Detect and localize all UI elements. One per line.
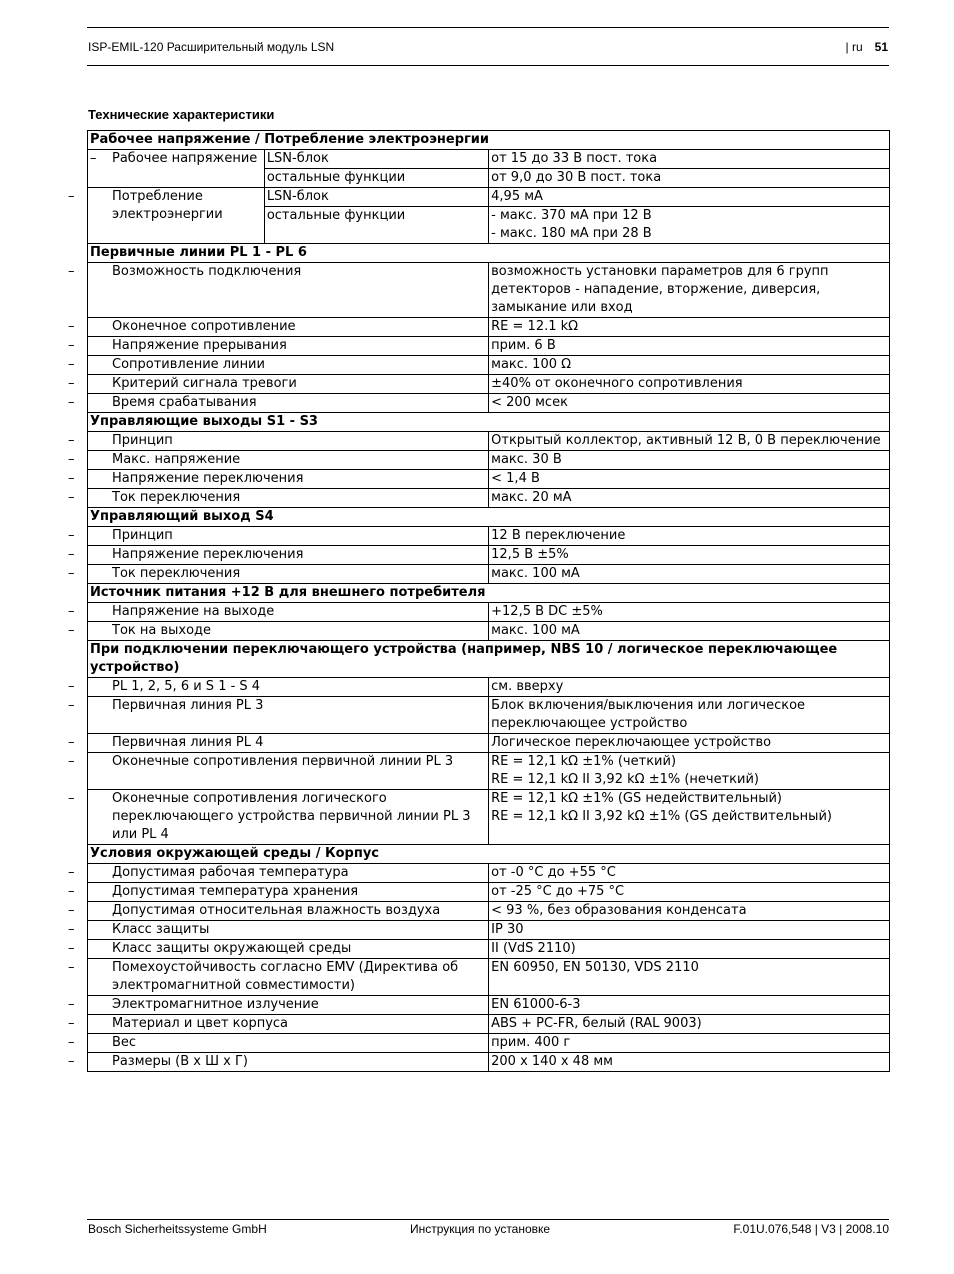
header-language: | ru xyxy=(845,40,863,54)
footer-reference: F.01U.076,548 | V3 | 2008.10 xyxy=(733,1222,889,1236)
row-value: от 9,0 до 30 В пост. тока xyxy=(489,169,890,188)
table-row xyxy=(88,188,890,207)
row-label-text: Электромагнитное излучение xyxy=(112,997,319,1012)
table-row xyxy=(88,734,890,753)
row-label: – Допустимая рабочая температура xyxy=(88,864,489,883)
table-row xyxy=(88,940,890,959)
group-heading: При подключении переключающего устройства (например, NBS 10 / логическое переключающее устройство) xyxy=(88,641,890,678)
row-label-text: Допустимая рабочая температура xyxy=(112,865,349,880)
header-title: ISP-EMIL-120 Расширительный модуль LSN xyxy=(88,40,335,54)
row-label-text: Принцип xyxy=(112,528,173,543)
row-value: макс. 100 мА xyxy=(489,565,890,584)
row-value: макс. 20 мА xyxy=(489,489,890,508)
row-value: ABS + PC-FR, белый (RAL 9003) xyxy=(489,1015,890,1034)
row-value: - макс. 370 мА при 12 В - макс. 180 мА при 28 В xyxy=(489,207,890,244)
row-label: – Вес xyxy=(88,1034,489,1053)
row-label: – Время срабатывания xyxy=(88,394,489,413)
group-heading: Рабочее напряжение / Потребление электроэнергии xyxy=(88,131,890,150)
group-heading-row xyxy=(88,845,890,864)
row-value: RE = 12,1 kΩ ±1% (четкий) RE = 12,1 kΩ II 3,92 kΩ ±1% (нечеткий) xyxy=(489,753,890,790)
row-label: – Ток на выходе xyxy=(88,622,489,641)
table-row xyxy=(88,959,890,996)
row-label: – Материал и цвет корпуса xyxy=(88,1015,489,1034)
table-row xyxy=(88,753,890,790)
row-value: 4,95 мА xyxy=(489,188,890,207)
row-value: 12,5 В ±5% xyxy=(489,546,890,565)
row-label-text: Напряжение на выходе xyxy=(112,604,275,619)
table-row xyxy=(88,432,890,451)
row-label-text: Материал и цвет корпуса xyxy=(112,1016,289,1031)
row-value: RE = 12.1 kΩ xyxy=(489,318,890,337)
row-label-text: Класс защиты xyxy=(112,922,210,937)
row-label-text: Помехоустойчивость согласно EMV (Директива об электромагнитной совместимости) xyxy=(112,960,459,993)
row-sublabel: LSN-блок xyxy=(264,188,488,207)
spec-table xyxy=(68,130,890,1072)
row-label-text: Допустимая температура хранения xyxy=(112,884,359,899)
row-label: – Сопротивление линии xyxy=(88,356,489,375)
row-value: II (VdS 2110) xyxy=(489,940,890,959)
row-label-text: PL 1, 2, 5, 6 и S 1 - S 4 xyxy=(112,679,261,694)
row-label: – Потребление электроэнергии xyxy=(88,188,265,244)
table-row xyxy=(88,546,890,565)
row-value: RE = 12,1 kΩ ±1% (GS недействительный) RE = 12,1 kΩ II 3,92 kΩ ±1% (GS действительный) xyxy=(489,790,890,845)
row-label-text: Критерий сигнала тревоги xyxy=(112,376,297,391)
table-row xyxy=(88,1015,890,1034)
row-label: – Размеры (В х Ш х Г) xyxy=(88,1053,489,1072)
group-heading: Первичные линии PL 1 - PL 6 xyxy=(88,244,890,263)
row-label-text: Оконечные сопротивления логического переключающего устройства первичной линии PL 3 или PL 4 xyxy=(112,791,471,842)
row-value: +12,5 В DC ±5% xyxy=(489,603,890,622)
row-label: – Напряжение на выходе xyxy=(88,603,489,622)
row-label-text: Ток переключения xyxy=(112,490,241,505)
row-value: прим. 400 г xyxy=(489,1034,890,1053)
table-row xyxy=(88,697,890,734)
row-sublabel: остальные функции xyxy=(264,207,488,244)
row-label: – Принцип xyxy=(88,432,489,451)
row-label-text: Оконечное сопротивление xyxy=(112,319,296,334)
row-value: ±40% от оконечного сопротивления xyxy=(489,375,890,394)
row-value: Логическое переключающее устройство xyxy=(489,734,890,753)
row-value: прим. 6 В xyxy=(489,337,890,356)
header-bottom-rule xyxy=(87,65,889,66)
row-value: макс. 100 Ω xyxy=(489,356,890,375)
table-row xyxy=(88,394,890,413)
row-label-text: Напряжение переключения xyxy=(112,471,304,486)
table-row xyxy=(88,263,890,318)
row-value: возможность установки параметров для 6 групп детекторов - нападение, вторжение, диверсия, замыкание или вход xyxy=(489,263,890,318)
row-label: – Электромагнитное излучение xyxy=(88,996,489,1015)
table-row xyxy=(88,790,890,845)
footer-company: Bosch Sicherheitssysteme GmbH xyxy=(88,1222,267,1236)
group-heading: Источник питания +12 В для внешнего потребителя xyxy=(88,584,890,603)
row-label-text: Класс защиты окружающей среды xyxy=(112,941,352,956)
row-value: < 200 мсек xyxy=(489,394,890,413)
row-label: – Ток переключения xyxy=(88,489,489,508)
table-row xyxy=(88,527,890,546)
row-label: – Помехоустойчивость согласно EMV (Директива об электромагнитной совместимости) xyxy=(88,959,489,996)
row-label: – Первичная линия PL 4 xyxy=(88,734,489,753)
row-value: см. вверху xyxy=(489,678,890,697)
table-row xyxy=(88,622,890,641)
row-label-text: Оконечные сопротивления первичной линии PL 3 xyxy=(112,754,454,769)
header-page-info xyxy=(846,40,888,54)
section-title: Технические характеристики xyxy=(88,107,275,122)
group-heading-row xyxy=(88,131,890,150)
row-value: 200 x 140 x 48 мм xyxy=(489,1053,890,1072)
row-label: – Ток переключения xyxy=(88,565,489,584)
row-label-text: Принцип xyxy=(112,433,173,448)
group-heading-row xyxy=(88,641,890,678)
row-value: от -0 °C до +55 °C xyxy=(489,864,890,883)
group-heading: Управляющий выход S4 xyxy=(88,508,890,527)
table-row xyxy=(88,996,890,1015)
group-heading: Условия окружающей среды / Корпус xyxy=(88,845,890,864)
row-label: – Оконечное сопротивление xyxy=(88,318,489,337)
row-label-text: Ток на выходе xyxy=(112,623,212,638)
row-label-text: Потребление электроэнергии xyxy=(112,189,223,222)
table-row xyxy=(88,864,890,883)
row-label: – Оконечные сопротивления первичной линии PL 3 xyxy=(88,753,489,790)
row-sublabel: остальные функции xyxy=(264,169,488,188)
row-label: – Допустимая температура хранения xyxy=(88,883,489,902)
group-heading-row xyxy=(88,413,890,432)
row-label-text: Размеры (В х Ш х Г) xyxy=(112,1054,248,1069)
table-row xyxy=(88,375,890,394)
row-sublabel: LSN-блок xyxy=(264,150,488,169)
row-label: – Принцип xyxy=(88,527,489,546)
row-label: – PL 1, 2, 5, 6 и S 1 - S 4 xyxy=(88,678,489,697)
row-value: EN 60950, EN 50130, VDS 2110 xyxy=(489,959,890,996)
row-label: – Рабочее напряжение xyxy=(88,150,265,188)
row-label: – Класс защиты xyxy=(88,921,489,940)
table-row xyxy=(88,451,890,470)
table-row xyxy=(88,356,890,375)
table-row xyxy=(88,150,890,169)
row-value: EN 61000-6-3 xyxy=(489,996,890,1015)
table-row xyxy=(88,883,890,902)
row-label-text: Возможность подключения xyxy=(112,264,302,279)
group-heading-row xyxy=(88,508,890,527)
page-number: 51 xyxy=(874,40,888,54)
row-value: 12 В переключение xyxy=(489,527,890,546)
row-label-text: Первичная линия PL 4 xyxy=(112,735,264,750)
row-label: – Макс. напряжение xyxy=(88,451,489,470)
row-label-text: Первичная линия PL 3 xyxy=(112,698,264,713)
row-label-text: Макс. напряжение xyxy=(112,452,241,467)
group-heading-row xyxy=(88,244,890,263)
row-label-text: Допустимая относительная влажность воздуха xyxy=(112,903,441,918)
table-row xyxy=(88,678,890,697)
row-label: – Напряжение переключения xyxy=(88,546,489,565)
row-label: – Критерий сигнала тревоги xyxy=(88,375,489,394)
row-label: – Допустимая относительная влажность воздуха xyxy=(88,902,489,921)
row-value: < 1,4 В xyxy=(489,470,890,489)
table-row xyxy=(88,470,890,489)
row-label: – Оконечные сопротивления логического переключающего устройства первичной линии PL 3 или PL 4 xyxy=(88,790,489,845)
row-value: от -25 °C до +75 °C xyxy=(489,883,890,902)
table-row xyxy=(88,318,890,337)
group-heading-row xyxy=(88,584,890,603)
footer-document: Инструкция по установке xyxy=(410,1222,551,1236)
row-label-text: Ток переключения xyxy=(112,566,241,581)
row-label-text: Сопротивление линии xyxy=(112,357,265,372)
row-label: – Первичная линия PL 3 xyxy=(88,697,489,734)
table-row xyxy=(88,902,890,921)
row-value: < 93 %, без образования конденсата xyxy=(489,902,890,921)
row-label-text: Рабочее напряжение xyxy=(112,151,258,166)
row-value: Открытый коллектор, активный 12 В, 0 В переключение xyxy=(489,432,890,451)
row-value: IP 30 xyxy=(489,921,890,940)
row-label: – Напряжение прерывания xyxy=(88,337,489,356)
table-row xyxy=(88,921,890,940)
table-row xyxy=(88,565,890,584)
row-label-text: Вес xyxy=(112,1035,137,1050)
row-label: – Возможность подключения xyxy=(88,263,489,318)
row-label-text: Напряжение прерывания xyxy=(112,338,287,353)
row-label: – Напряжение переключения xyxy=(88,470,489,489)
row-label-text: Напряжение переключения xyxy=(112,547,304,562)
table-row xyxy=(88,489,890,508)
table-row xyxy=(88,603,890,622)
footer-rule xyxy=(87,1219,889,1220)
row-label: – Класс защиты окружающей среды xyxy=(88,940,489,959)
group-heading: Управляющие выходы S1 - S3 xyxy=(88,413,890,432)
table-row xyxy=(88,1034,890,1053)
row-label-text: Время срабатывания xyxy=(112,395,257,410)
row-value: макс. 30 В xyxy=(489,451,890,470)
row-value: макс. 100 мА xyxy=(489,622,890,641)
header-top-rule xyxy=(87,27,889,28)
table-row xyxy=(88,337,890,356)
row-value: от 15 до 33 В пост. тока xyxy=(489,150,890,169)
table-row xyxy=(88,1053,890,1072)
row-value: Блок включения/выключения или логическое переключающее устройство xyxy=(489,697,890,734)
